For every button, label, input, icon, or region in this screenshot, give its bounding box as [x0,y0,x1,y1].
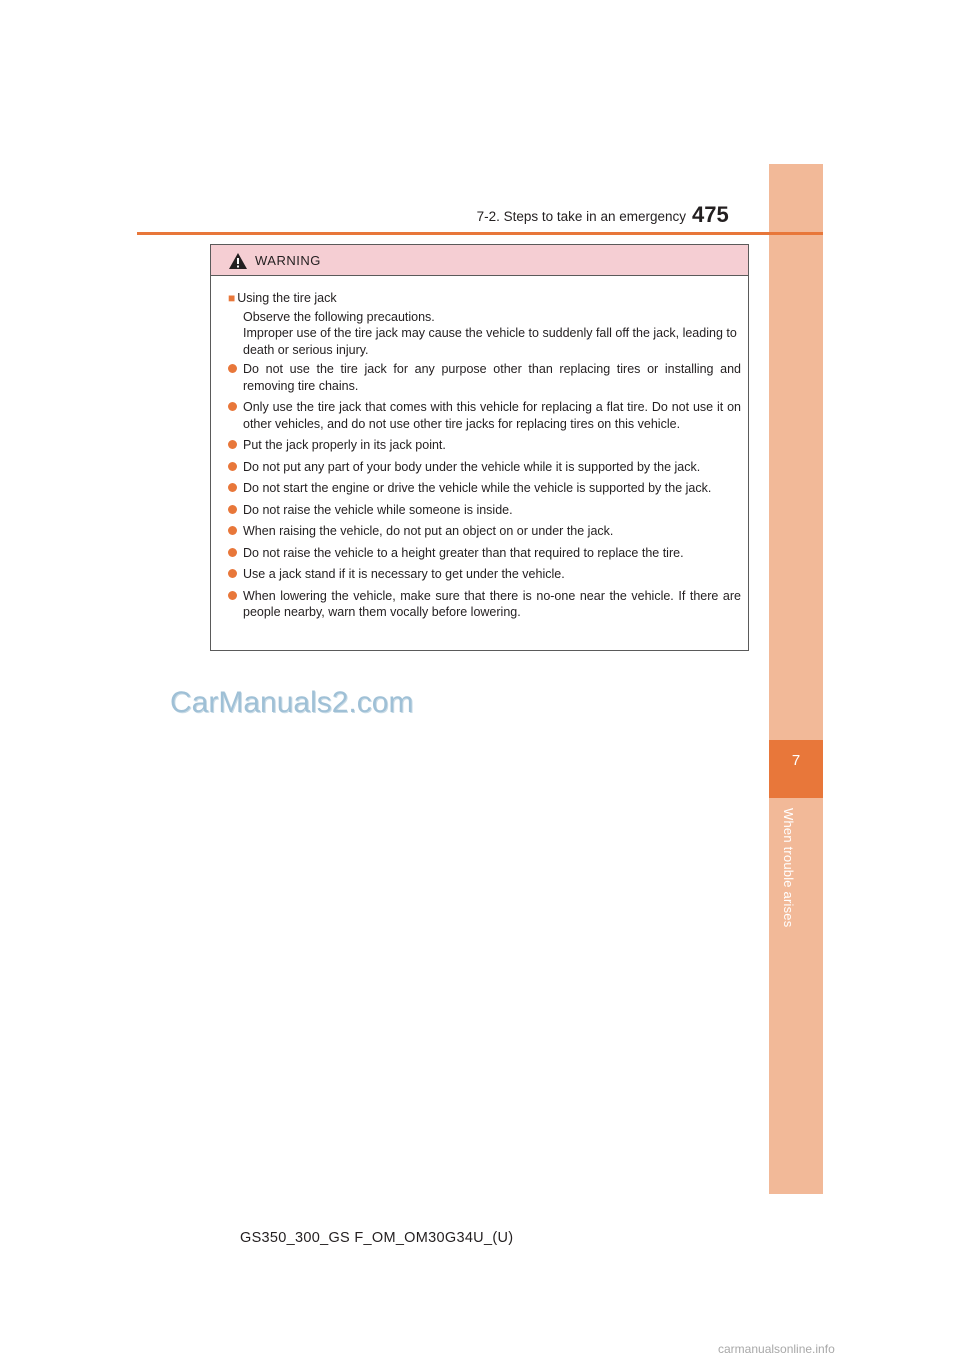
list-item: Do not put any part of your body under the vehicle while it is supported by the jack. [228,459,741,476]
bullet-dot-icon [228,364,237,373]
section-title: 7-2. Steps to take in an emergency [476,209,686,224]
side-strip [769,164,823,1194]
chapter-title: When trouble arises [781,808,796,928]
bullet-dot-icon [228,591,237,600]
bullet-dot-icon [228,440,237,449]
list-item: Do not raise the vehicle while someone is inside. [228,502,741,519]
intro-line: Improper use of the tire jack may cause the vehicle to suddenly fall off the jack, leading to death or serious injury. [243,326,737,357]
subheading-text: Using the tire jack [237,291,337,305]
list-item: When lowering the vehicle, make sure that there is no-one near the vehicle. If there are people nearby, warn them vocally before lowering. [228,588,741,621]
list-item: Only use the tire jack that comes with this vehicle for replacing a flat tire. Do not use it on other vehicles, and do not use other tire jacks for replacing tires on this vehicle. [228,399,741,432]
warning-box [210,244,749,651]
list-item: When raising the vehicle, do not put an object on or under the jack. [228,523,741,540]
warning-body [211,276,748,621]
bullet-dot-icon [228,462,237,471]
bullet-dot-icon [228,505,237,514]
document-code: GS350_300_GS F_OM_OM30G34U_(U) [240,1230,514,1246]
list-item: Use a jack stand if it is necessary to get under the vehicle. [228,566,741,583]
page-number: 475 [692,202,729,227]
warning-triangle-icon [228,252,248,270]
bullet-dot-icon [228,548,237,557]
list-item: Do not use the tire jack for any purpose other than replacing tires or installing and removing tire chains. [228,361,741,394]
watermark-logo[interactable]: CarManuals2.com [170,686,414,719]
bullet-dot-icon [228,526,237,535]
chapter-number: 7 [791,752,801,769]
list-item: Do not raise the vehicle to a height greater than that required to replace the tire. [228,545,741,562]
warning-header [211,245,748,276]
warning-title: WARNING [255,253,321,268]
bullet-dot-icon [228,402,237,411]
bullet-dot-icon [228,569,237,578]
chapter-tab [769,740,823,798]
list-item: Do not start the engine or drive the vehicle while the vehicle is supported by the jack. [228,480,741,497]
intro-line: Observe the following precautions. [243,309,435,324]
bullet-dot-icon [228,483,237,492]
warning-intro [228,309,741,359]
warning-bullet-list [228,361,741,621]
header-rule [137,232,823,235]
list-item: Put the jack properly in its jack point. [228,437,741,454]
site-watermark[interactable]: carmanualsonline.info [718,1342,835,1356]
warning-subheading [228,290,741,307]
square-bullet-icon: ■ [228,291,236,305]
